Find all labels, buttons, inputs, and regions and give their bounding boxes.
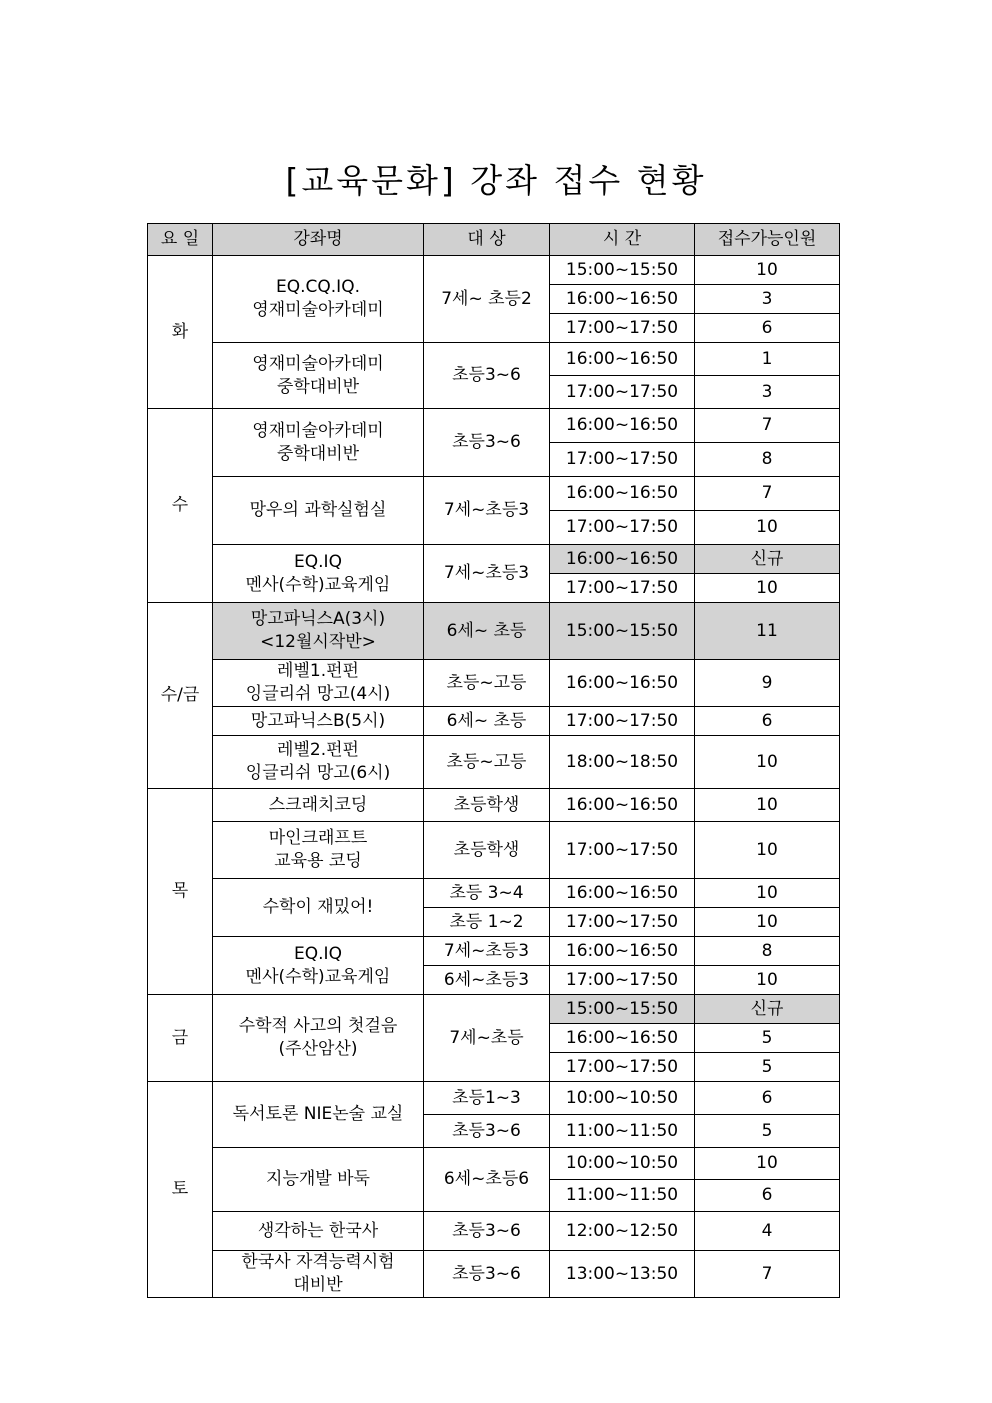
course-cell: 영재미술아카데미 중학대비반: [213, 343, 424, 409]
course-cell: 망고파닉스A(3시) <12월시작반>: [213, 603, 424, 660]
course-schedule-table: [147, 223, 840, 1298]
time-cell: 17:00~17:50: [550, 574, 695, 603]
time-cell: 17:00~17:50: [550, 511, 695, 545]
capacity-cell: 10: [695, 908, 840, 937]
course-cell: 영재미술아카데미 중학대비반: [213, 409, 424, 477]
target-cell: 7세~초등3: [424, 545, 550, 603]
header-course: 강좌명: [213, 224, 424, 256]
target-cell: 초등학생: [424, 789, 550, 822]
table-row: [148, 603, 840, 660]
course-cell: 수학이 재밌어!: [213, 879, 424, 937]
day-cell: 수: [148, 409, 213, 603]
course-cell: 망고파닉스B(5시): [213, 707, 424, 736]
header-time: 시 간: [550, 224, 695, 256]
capacity-cell: 1: [695, 343, 840, 376]
target-cell: 6세~초등3: [424, 966, 550, 995]
capacity-cell: 8: [695, 937, 840, 966]
header-row: [148, 224, 840, 256]
course-cell: 레벨2.펀펀 잉글리쉬 망고(6시): [213, 736, 424, 789]
capacity-cell: 10: [695, 256, 840, 285]
capacity-cell: 4: [695, 1212, 840, 1251]
target-cell: 7세~초등3: [424, 937, 550, 966]
target-cell: 6세~ 초등: [424, 603, 550, 660]
course-cell: 마인크래프트 교육용 코딩: [213, 822, 424, 879]
capacity-cell: 7: [695, 477, 840, 511]
capacity-cell: 3: [695, 376, 840, 409]
capacity-cell: 10: [695, 574, 840, 603]
course-cell: 생각하는 한국사: [213, 1212, 424, 1251]
time-cell: 15:00~15:50: [550, 256, 695, 285]
capacity-cell: 10: [695, 1148, 840, 1180]
time-cell: 17:00~17:50: [550, 908, 695, 937]
capacity-cell: 신규: [695, 995, 840, 1024]
header-capacity: 접수가능인원: [695, 224, 840, 256]
table-row: [148, 409, 840, 443]
target-cell: 초등3~6: [424, 1212, 550, 1251]
capacity-cell: 10: [695, 511, 840, 545]
target-cell: 6세~초등6: [424, 1148, 550, 1212]
time-cell: 16:00~16:50: [550, 1024, 695, 1053]
target-cell: 초등3~6: [424, 1251, 550, 1298]
target-cell: 초등1~3: [424, 1082, 550, 1115]
capacity-cell: 6: [695, 1180, 840, 1212]
table-row: [148, 1148, 840, 1180]
capacity-cell: 7: [695, 409, 840, 443]
time-cell: 18:00~18:50: [550, 736, 695, 789]
time-cell: 15:00~15:50: [550, 603, 695, 660]
time-cell: 17:00~17:50: [550, 376, 695, 409]
course-cell: 지능개발 바둑: [213, 1148, 424, 1212]
time-cell: 10:00~10:50: [550, 1148, 695, 1180]
capacity-cell: 신규: [695, 545, 840, 574]
target-cell: 초등3~6: [424, 343, 550, 409]
course-cell: 수학적 사고의 첫걸음 (주산암산): [213, 995, 424, 1082]
table-row: [148, 477, 840, 511]
course-cell: EQ.IQ 멘사(수학)교육게임: [213, 937, 424, 995]
capacity-cell: 6: [695, 314, 840, 343]
target-cell: 초등~고등: [424, 736, 550, 789]
time-cell: 12:00~12:50: [550, 1212, 695, 1251]
day-cell: 목: [148, 789, 213, 995]
time-cell: 17:00~17:50: [550, 966, 695, 995]
target-cell: 초등3~6: [424, 409, 550, 477]
target-cell: 6세~ 초등: [424, 707, 550, 736]
table-row: [148, 1251, 840, 1298]
capacity-cell: 10: [695, 879, 840, 908]
capacity-cell: 8: [695, 443, 840, 477]
page-title: [교육문화] 강좌 접수 현황: [285, 161, 707, 200]
time-cell: 17:00~17:50: [550, 443, 695, 477]
target-cell: 7세~초등3: [424, 477, 550, 545]
course-cell: EQ.IQ 멘사(수학)교육게임: [213, 545, 424, 603]
capacity-cell: 6: [695, 707, 840, 736]
table-row: [148, 789, 840, 822]
time-cell: 16:00~16:50: [550, 937, 695, 966]
table-row: [148, 660, 840, 707]
time-cell: 16:00~16:50: [550, 343, 695, 376]
capacity-cell: 5: [695, 1115, 840, 1148]
capacity-cell: 5: [695, 1024, 840, 1053]
capacity-cell: 10: [695, 736, 840, 789]
header-day: 요 일: [148, 224, 213, 256]
table-row: [148, 1082, 840, 1115]
target-cell: 초등3~6: [424, 1115, 550, 1148]
course-cell: EQ.CQ.IQ. 영재미술아카데미: [213, 256, 424, 343]
time-cell: 17:00~17:50: [550, 707, 695, 736]
time-cell: 17:00~17:50: [550, 314, 695, 343]
table-row: [148, 879, 840, 908]
capacity-cell: 3: [695, 285, 840, 314]
target-cell: 초등~고등: [424, 660, 550, 707]
course-cell: 스크래치코딩: [213, 789, 424, 822]
capacity-cell: 10: [695, 789, 840, 822]
table-row: [148, 545, 840, 574]
table-row: [148, 937, 840, 966]
table-row: [148, 707, 840, 736]
table-row: [148, 1212, 840, 1251]
time-cell: 11:00~11:50: [550, 1115, 695, 1148]
target-cell: 7세~ 초등2: [424, 256, 550, 343]
day-cell: 화: [148, 256, 213, 409]
target-cell: 초등 3~4: [424, 879, 550, 908]
course-cell: 독서토론 NIE논술 교실: [213, 1082, 424, 1148]
time-cell: 16:00~16:50: [550, 789, 695, 822]
time-cell: 17:00~17:50: [550, 822, 695, 879]
course-cell: 레벨1.펀펀 잉글리쉬 망고(4시): [213, 660, 424, 707]
day-cell: 토: [148, 1082, 213, 1298]
time-cell: 16:00~16:50: [550, 660, 695, 707]
time-cell: 15:00~15:50: [550, 995, 695, 1024]
day-cell: 수/금: [148, 603, 213, 789]
time-cell: 16:00~16:50: [550, 409, 695, 443]
target-cell: 초등 1~2: [424, 908, 550, 937]
time-cell: 11:00~11:50: [550, 1180, 695, 1212]
time-cell: 13:00~13:50: [550, 1251, 695, 1298]
capacity-cell: 7: [695, 1251, 840, 1298]
table-row: [148, 736, 840, 789]
course-cell: 망우의 과학실험실: [213, 477, 424, 545]
header-target: 대 상: [424, 224, 550, 256]
table-row: [148, 995, 840, 1024]
table-row: [148, 822, 840, 879]
target-cell: 7세~초등: [424, 995, 550, 1082]
time-cell: 17:00~17:50: [550, 1053, 695, 1082]
capacity-cell: 10: [695, 822, 840, 879]
table-row: [148, 343, 840, 376]
course-cell: 한국사 자격능력시험 대비반: [213, 1251, 424, 1298]
capacity-cell: 9: [695, 660, 840, 707]
time-cell: 16:00~16:50: [550, 879, 695, 908]
day-cell: 금: [148, 995, 213, 1082]
capacity-cell: 11: [695, 603, 840, 660]
capacity-cell: 6: [695, 1082, 840, 1115]
time-cell: 16:00~16:50: [550, 285, 695, 314]
time-cell: 10:00~10:50: [550, 1082, 695, 1115]
capacity-cell: 10: [695, 966, 840, 995]
target-cell: 초등학생: [424, 822, 550, 879]
table-row: [148, 256, 840, 285]
time-cell: 16:00~16:50: [550, 477, 695, 511]
capacity-cell: 5: [695, 1053, 840, 1082]
time-cell: 16:00~16:50: [550, 545, 695, 574]
